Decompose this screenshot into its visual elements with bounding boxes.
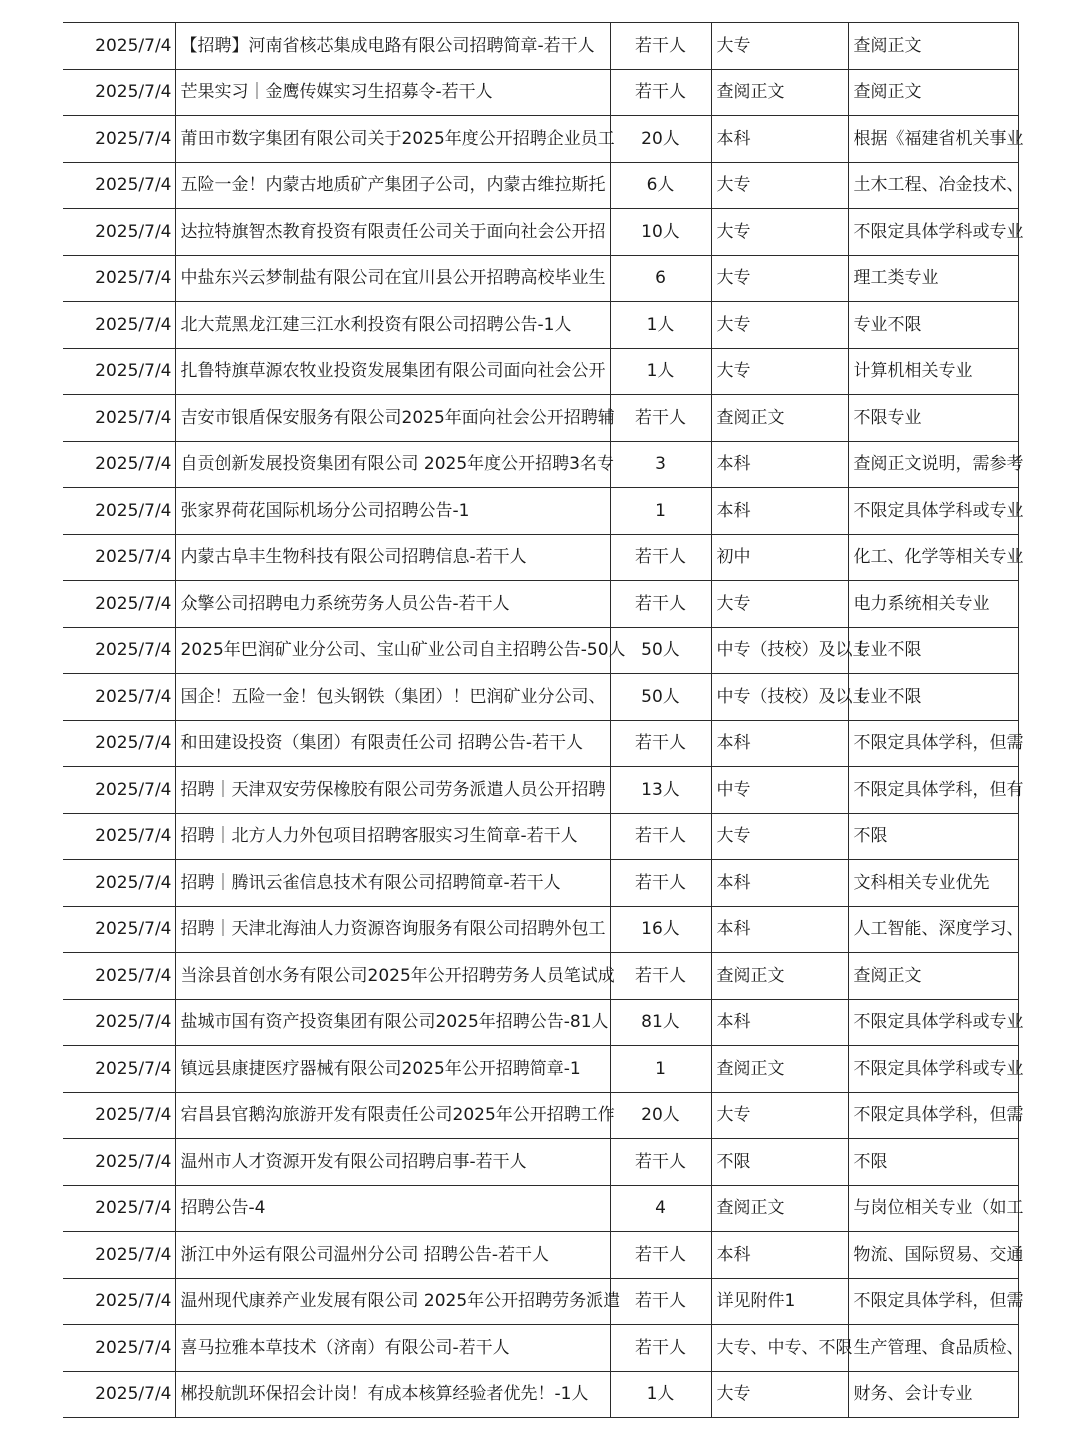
major-cell: 不限定具体学科，但需 (848, 1092, 1018, 1139)
education-cell: 中专（技校）及以上 (711, 674, 848, 721)
date-cell: 2025/7/4 (63, 255, 175, 302)
table-row (63, 1139, 1018, 1186)
major-cell: 专业不限 (848, 302, 1018, 349)
headcount-cell: 10人 (610, 209, 711, 256)
table-body (63, 23, 1024, 1418)
headcount-cell: 若干人 (610, 23, 711, 70)
date-cell: 2025/7/4 (63, 162, 175, 209)
table-row (63, 1371, 1018, 1418)
table-row (63, 302, 1018, 349)
date-cell: 2025/7/4 (63, 348, 175, 395)
education-cell: 本科 (711, 720, 848, 767)
headcount-cell: 81人 (610, 999, 711, 1046)
major-cell: 人工智能、深度学习、 (848, 906, 1018, 953)
headcount-cell: 若干人 (610, 953, 711, 1000)
table-row (63, 441, 1018, 488)
title-cell: 招聘｜天津北海油人力资源咨询服务有限公司招聘外包工 (175, 906, 610, 953)
table-row (63, 767, 1018, 814)
table-row (63, 395, 1018, 442)
headcount-cell: 若干人 (610, 860, 711, 907)
major-cell: 不限定具体学科或专业 (848, 209, 1018, 256)
table-row (63, 23, 1018, 70)
headcount-cell: 若干人 (610, 69, 711, 116)
title-cell: 盐城市国有资产投资集团有限公司2025年招聘公告-81人 (175, 999, 610, 1046)
date-cell: 2025/7/4 (63, 441, 175, 488)
date-cell: 2025/7/4 (63, 767, 175, 814)
table-row (63, 953, 1018, 1000)
headcount-cell: 13人 (610, 767, 711, 814)
education-cell: 中专 (711, 767, 848, 814)
headcount-cell: 若干人 (610, 1139, 711, 1186)
date-cell: 2025/7/4 (63, 1046, 175, 1093)
title-cell: 浙江中外运有限公司温州分公司 招聘公告-若干人 (175, 1232, 610, 1279)
major-cell: 不限定具体学科或专业 (848, 488, 1018, 535)
title-cell: 国企！五险一金！包头钢铁（集团）！巴润矿业分公司、 (175, 674, 610, 721)
education-cell: 本科 (711, 441, 848, 488)
table-row (63, 627, 1018, 674)
major-cell: 不限定具体学科或专业 (848, 999, 1018, 1046)
title-cell: 众擎公司招聘电力系统劳务人员公告-若干人 (175, 581, 610, 628)
headcount-cell: 若干人 (610, 1232, 711, 1279)
table-row (63, 1092, 1018, 1139)
date-cell: 2025/7/4 (63, 23, 175, 70)
education-cell: 查阅正文 (711, 69, 848, 116)
job-listing-table (63, 22, 1024, 1418)
table-row (63, 116, 1018, 163)
table-row (63, 860, 1018, 907)
headcount-cell: 4 (610, 1185, 711, 1232)
date-cell: 2025/7/4 (63, 209, 175, 256)
major-cell: 不限定具体学科，但需 (848, 720, 1018, 767)
title-cell: 莆田市数字集团有限公司关于2025年度公开招聘企业员工 (175, 116, 610, 163)
table-row (63, 999, 1018, 1046)
date-cell: 2025/7/4 (63, 999, 175, 1046)
headcount-cell: 若干人 (610, 534, 711, 581)
education-cell: 本科 (711, 999, 848, 1046)
major-cell: 与岗位相关专业（如工 (848, 1185, 1018, 1232)
date-cell: 2025/7/4 (63, 1139, 175, 1186)
major-cell: 化工、化学等相关专业 (848, 534, 1018, 581)
table-row (63, 720, 1018, 767)
table-row (63, 813, 1018, 860)
education-cell: 本科 (711, 860, 848, 907)
major-cell: 理工类专业 (848, 255, 1018, 302)
title-cell: 当涂县首创水务有限公司2025年公开招聘劳务人员笔试成 (175, 953, 610, 1000)
major-cell: 文科相关专业优先 (848, 860, 1018, 907)
title-cell: 和田建设投资（集团）有限责任公司 招聘公告-若干人 (175, 720, 610, 767)
title-cell: 扎鲁特旗草源农牧业投资发展集团有限公司面向社会公开 (175, 348, 610, 395)
education-cell: 查阅正文 (711, 953, 848, 1000)
title-cell: 宕昌县官鹅沟旅游开发有限责任公司2025年公开招聘工作 (175, 1092, 610, 1139)
headcount-cell: 1 (610, 488, 711, 535)
title-cell: 自贡创新发展投资集团有限公司 2025年度公开招聘3名专 (175, 441, 610, 488)
education-cell: 大专 (711, 813, 848, 860)
title-cell: 2025年巴润矿业分公司、宝山矿业公司自主招聘公告-50人 (175, 627, 610, 674)
headcount-cell: 若干人 (610, 813, 711, 860)
major-cell: 土木工程、冶金技术、 (848, 162, 1018, 209)
date-cell: 2025/7/4 (63, 302, 175, 349)
title-cell: 芒果实习｜金鹰传媒实习生招募令-若干人 (175, 69, 610, 116)
major-cell: 生产管理、食品质检、 (848, 1325, 1018, 1372)
education-cell: 大专 (711, 1371, 848, 1418)
date-cell: 2025/7/4 (63, 906, 175, 953)
date-cell: 2025/7/4 (63, 488, 175, 535)
date-cell: 2025/7/4 (63, 860, 175, 907)
title-cell: 招聘公告-4 (175, 1185, 610, 1232)
education-cell: 本科 (711, 488, 848, 535)
table-row (63, 162, 1018, 209)
major-cell: 查阅正文 (848, 69, 1018, 116)
headcount-cell: 6人 (610, 162, 711, 209)
major-cell: 不限定具体学科或专业 (848, 1046, 1018, 1093)
education-cell: 大专 (711, 348, 848, 395)
table-row (63, 1232, 1018, 1279)
date-cell: 2025/7/4 (63, 813, 175, 860)
date-cell: 2025/7/4 (63, 69, 175, 116)
headcount-cell: 1人 (610, 1371, 711, 1418)
major-cell: 电力系统相关专业 (848, 581, 1018, 628)
date-cell: 2025/7/4 (63, 581, 175, 628)
education-cell: 详见附件1 (711, 1278, 848, 1325)
table-row (63, 581, 1018, 628)
major-cell: 查阅正文说明，需参考 (848, 441, 1018, 488)
date-cell: 2025/7/4 (63, 395, 175, 442)
title-cell: 张家界荷花国际机场分公司招聘公告-1 (175, 488, 610, 535)
date-cell: 2025/7/4 (63, 720, 175, 767)
major-cell: 不限 (848, 813, 1018, 860)
education-cell: 本科 (711, 906, 848, 953)
table-row (63, 1278, 1018, 1325)
headcount-cell: 50人 (610, 627, 711, 674)
title-cell: 五险一金！内蒙古地质矿产集团子公司，内蒙古维拉斯托 (175, 162, 610, 209)
date-cell: 2025/7/4 (63, 1278, 175, 1325)
education-cell: 中专（技校）及以上 (711, 627, 848, 674)
table-row (63, 1325, 1018, 1372)
major-cell: 不限定具体学科，但需 (848, 1278, 1018, 1325)
education-cell: 大专 (711, 1092, 848, 1139)
education-cell: 查阅正文 (711, 395, 848, 442)
table-row (63, 1046, 1018, 1093)
headcount-cell: 若干人 (610, 1278, 711, 1325)
education-cell: 大专 (711, 302, 848, 349)
title-cell: 喜马拉雅本草技术（济南）有限公司-若干人 (175, 1325, 610, 1372)
headcount-cell: 20人 (610, 116, 711, 163)
title-cell: 吉安市银盾保安服务有限公司2025年面向社会公开招聘辅 (175, 395, 610, 442)
headcount-cell: 16人 (610, 906, 711, 953)
major-cell: 计算机相关专业 (848, 348, 1018, 395)
headcount-cell: 1人 (610, 302, 711, 349)
major-cell: 不限 (848, 1139, 1018, 1186)
date-cell: 2025/7/4 (63, 674, 175, 721)
title-cell: 温州市人才资源开发有限公司招聘启事-若干人 (175, 1139, 610, 1186)
major-cell: 不限专业 (848, 395, 1018, 442)
education-cell: 本科 (711, 1232, 848, 1279)
major-cell: 专业不限 (848, 674, 1018, 721)
education-cell: 大专 (711, 23, 848, 70)
headcount-cell: 若干人 (610, 1325, 711, 1372)
date-cell: 2025/7/4 (63, 116, 175, 163)
headcount-cell: 50人 (610, 674, 711, 721)
date-cell: 2025/7/4 (63, 1371, 175, 1418)
major-cell: 不限定具体学科，但有 (848, 767, 1018, 814)
education-cell: 查阅正文 (711, 1046, 848, 1093)
title-cell: 招聘｜天津双安劳保橡胶有限公司劳务派遣人员公开招聘 (175, 767, 610, 814)
title-cell: 温州现代康养产业发展有限公司 2025年公开招聘劳务派遣 (175, 1278, 610, 1325)
major-cell: 查阅正文 (848, 23, 1018, 70)
headcount-cell: 3 (610, 441, 711, 488)
date-cell: 2025/7/4 (63, 953, 175, 1000)
title-cell: 北大荒黑龙江建三江水利投资有限公司招聘公告-1人 (175, 302, 610, 349)
education-cell: 本科 (711, 116, 848, 163)
table-row (63, 348, 1018, 395)
title-cell: 【招聘】河南省核芯集成电路有限公司招聘简章-若干人 (175, 23, 610, 70)
major-cell: 查阅正文 (848, 953, 1018, 1000)
major-cell: 财务、会计专业 (848, 1371, 1018, 1418)
title-cell: 内蒙古阜丰生物科技有限公司招聘信息-若干人 (175, 534, 610, 581)
education-cell: 不限 (711, 1139, 848, 1186)
headcount-cell: 1人 (610, 348, 711, 395)
title-cell: 达拉特旗智杰教育投资有限责任公司关于面向社会公开招 (175, 209, 610, 256)
education-cell: 大专 (711, 162, 848, 209)
table-row (63, 906, 1018, 953)
table-row (63, 255, 1018, 302)
major-cell: 专业不限 (848, 627, 1018, 674)
table-row (63, 534, 1018, 581)
headcount-cell: 20人 (610, 1092, 711, 1139)
education-cell: 查阅正文 (711, 1185, 848, 1232)
table-row (63, 1185, 1018, 1232)
major-cell: 根据《福建省机关事业 (848, 116, 1018, 163)
headcount-cell: 1 (610, 1046, 711, 1093)
title-cell: 中盐东兴云梦制盐有限公司在宜川县公开招聘高校毕业生 (175, 255, 610, 302)
headcount-cell: 若干人 (610, 395, 711, 442)
education-cell: 大专 (711, 209, 848, 256)
education-cell: 初中 (711, 534, 848, 581)
title-cell: 招聘｜北方人力外包项目招聘客服实习生简章-若干人 (175, 813, 610, 860)
table-row (63, 674, 1018, 721)
date-cell: 2025/7/4 (63, 534, 175, 581)
table-row (63, 209, 1018, 256)
major-cell: 物流、国际贸易、交通 (848, 1232, 1018, 1279)
date-cell: 2025/7/4 (63, 1325, 175, 1372)
date-cell: 2025/7/4 (63, 627, 175, 674)
title-cell: 郴投航凯环保招会计岗！有成本核算经验者优先！-1人 (175, 1371, 610, 1418)
table-row (63, 488, 1018, 535)
table-row (63, 69, 1018, 116)
date-cell: 2025/7/4 (63, 1092, 175, 1139)
education-cell: 大专 (711, 581, 848, 628)
title-cell: 招聘｜腾讯云雀信息技术有限公司招聘简章-若干人 (175, 860, 610, 907)
date-cell: 2025/7/4 (63, 1185, 175, 1232)
date-cell: 2025/7/4 (63, 1232, 175, 1279)
headcount-cell: 若干人 (610, 720, 711, 767)
education-cell: 大专 (711, 255, 848, 302)
education-cell: 大专、中专、不限 (711, 1325, 848, 1372)
headcount-cell: 若干人 (610, 581, 711, 628)
title-cell: 镇远县康捷医疗器械有限公司2025年公开招聘简章-1 (175, 1046, 610, 1093)
headcount-cell: 6 (610, 255, 711, 302)
